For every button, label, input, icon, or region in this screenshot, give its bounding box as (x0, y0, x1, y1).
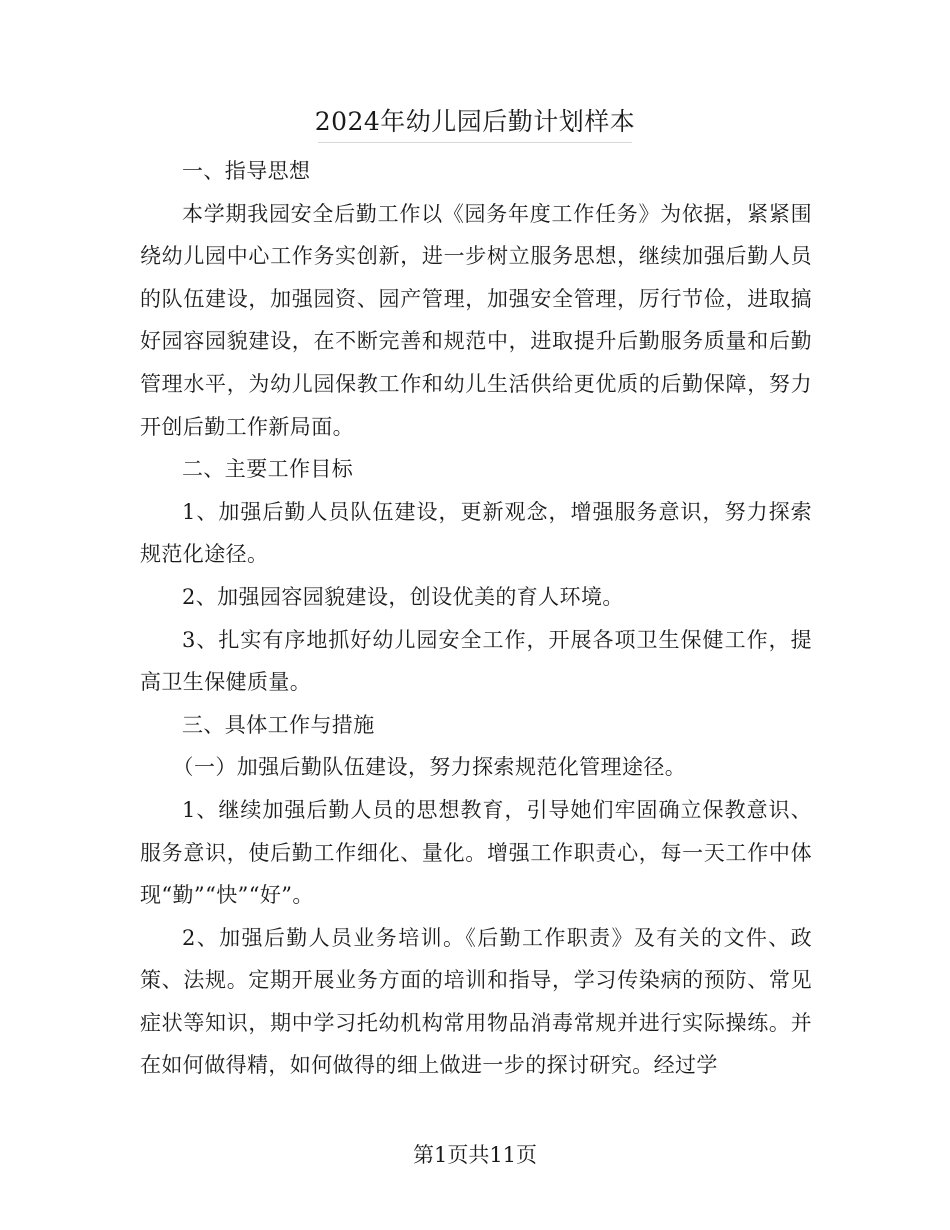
measure-item: 2、加强后勤人员业务培训。《后勤工作职责》及有关的文件、政策、法规。定期开展业务方面的培训和指导，学习传染病的预防、常见症状等知识，期中学习托幼机构常用物品消毒常规并进行实际操练。并在如何做得精，如何做得的细上做进一步的探讨研究。经过学 (140, 925, 812, 1078)
body-paragraph: 本学期我园安全后勤工作以《园务年度工作任务》为依据，紧紧围绕幼儿园中心工作务实创新，进一步树立服务思想，继续加强后勤人员的队伍建设，加强园资、园产管理，加强安全管理，厉行节俭，进取搞好园容园貌建设，在不断完善和规范中，进取提升后勤服务质量和后勤管理水平，为幼儿园保教工作和幼儿生活供给更优质的后勤保障，努力开创后勤工作新局面。 (140, 201, 812, 439)
subsection-heading: （一）加强后勤队伍建设，努力探索规范化管理途径。 (172, 755, 687, 780)
goal-item: 2、加强园容园貌建设，创设优美的育人环境。 (182, 584, 624, 609)
document-body (140, 150, 812, 1087)
goal-item: 3、扎实有序地抓好幼儿园安全工作，开展各项卫生保健工作，提高卫生保健质量。 (140, 627, 812, 695)
document-title: 2024年幼儿园后勤计划样本 (314, 107, 636, 136)
title-underline (318, 142, 632, 143)
section-heading-main-goals: 二、主要工作目标 (182, 457, 354, 482)
section-heading-guiding-ideology: 一、指导思想 (182, 159, 311, 183)
measure-item: 1、继续加强后勤人员的思想教育，引导她们牢固确立保教意识、服务意识，使后勤工作细化、量化。增强工作职责心，每一天工作中体现“勤”“快”“好”。 (140, 797, 812, 908)
goal-item: 1、加强后勤人员队伍建设，更新观念，增强服务意识，努力探索规范化途径。 (140, 499, 812, 567)
page-number-footer: 第1页共11页 (412, 1143, 538, 1167)
section-heading-measures: 三、具体工作与措施 (182, 712, 375, 737)
